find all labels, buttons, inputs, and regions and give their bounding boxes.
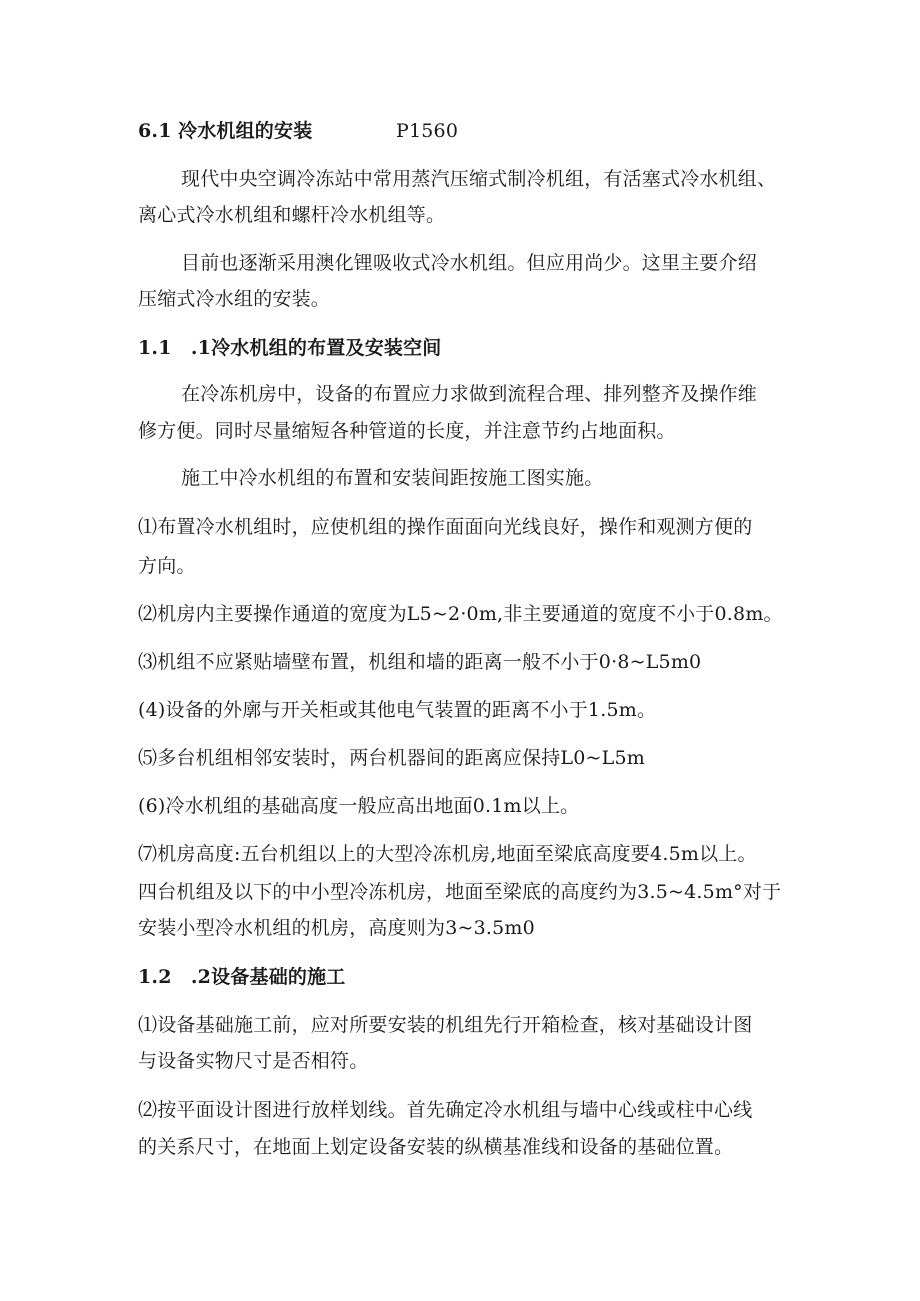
s11-item1-line1: ⑴布置冷水机组时，应使机组的操作面面向光线良好，操作和观测方便的 [138, 516, 753, 538]
s11-item1-line2: 方向。 [138, 555, 196, 577]
s11-item6: (6)冷水机组的基础高度一般应高出地面0.1m以上。 [138, 795, 580, 817]
s11-item5: ⑸多台机组相邻安装时，两台机器间的距离应保持L0~L5m [138, 747, 645, 769]
s12-item2-line2: 的关系尺寸，在地面上划定设备安装的纵横基准线和设备的基础位置。 [138, 1136, 734, 1158]
s11-item7-line3: 安装小型冷水机组的机房，高度则为3~3.5m0 [138, 917, 535, 939]
s12-item2-line1: ⑵按平面设计图进行放样划线。首先确定冷水机组与墙中心线或柱中心线 [138, 1099, 753, 1121]
s11-item7-line2: 四台机组及以下的中小型冷冻机房，地面至梁底的高度约为3.5~4.5m°对于 [138, 881, 782, 903]
s11-item2: ⑵机房内主要操作通道的宽度为L5~2·0m,非主要通道的宽度不小于0.8m。 [138, 603, 783, 625]
s12-item1-line1: ⑴设备基础施工前，应对所要安装的机组先行开箱检查，核对基础设计图 [138, 1014, 753, 1036]
heading-1-2: 1.2 .2设备基础的施工 [138, 966, 346, 988]
heading-number: 6.1 [138, 120, 172, 142]
heading-title: 冷水机组的安装 [178, 120, 313, 142]
s11-p1-line2: 修方便。同时尽量缩短各种管道的长度，并注意节约占地面积。 [138, 420, 676, 442]
heading-1-1: 1.1 .1冷水机组的布置及安装空间 [138, 337, 442, 359]
intro-p1-line2: 离心式冷水机组和螺杆冷水机组等。 [138, 204, 446, 226]
intro-p2-line2: 压缩式冷水组的安装。 [138, 288, 331, 310]
heading-6-1 [138, 120, 459, 142]
page-reference: P1560 [396, 120, 459, 142]
s11-item3: ⑶机组不应紧贴墙壁布置，机组和墙的距离一般不小于0·8~L5m0 [138, 651, 702, 673]
s11-p2: 施工中冷水机组的布置和安装间距按施工图实施。 [181, 467, 604, 489]
intro-p1-line1: 现代中央空调冷冻站中常用蒸汽压缩式制冷机组，有活塞式冷水机组、 [181, 168, 777, 190]
s11-item7-line1: ⑺机房高度:五台机组以上的大型冷冻机房,地面至梁底高度要4.5m以上。 [138, 843, 757, 865]
s11-p1-line1: 在冷冻机房中，设备的布置应力求做到流程合理、排列整齐及操作维 [181, 383, 758, 405]
s12-item1-line2: 与设备实物尺寸是否相符。 [138, 1050, 369, 1072]
intro-p2-line1: 目前也逐渐采用澳化锂吸收式冷水机组。但应用尚少。这里主要介绍 [181, 252, 758, 274]
s11-item4: (4)设备的外廓与开关柜或其他电气装置的距离不小于1.5m。 [138, 699, 657, 721]
